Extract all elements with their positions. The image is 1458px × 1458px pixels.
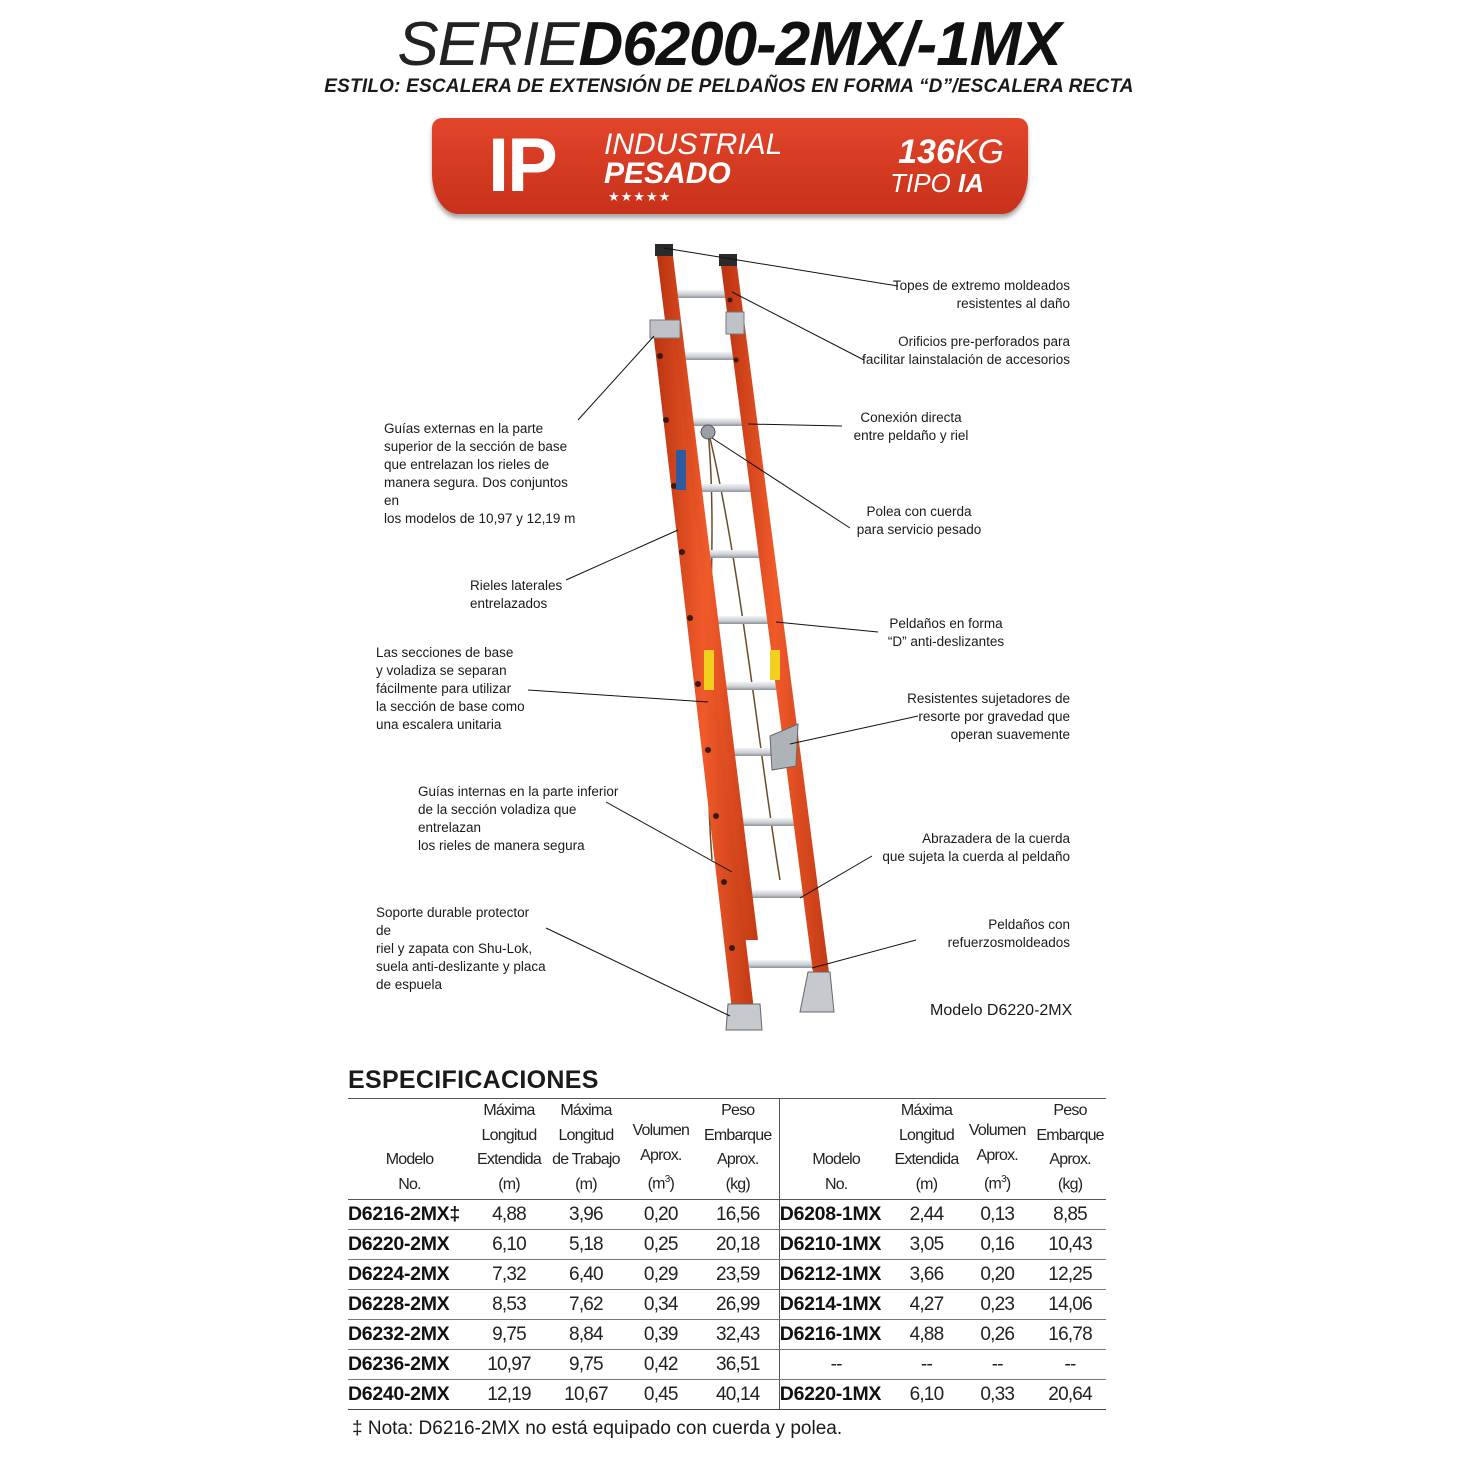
specs-header-row [348,1099,1106,1200]
callout-interlocked-rails: Rieles laterales entrelazados [470,578,563,611]
table-row: D6220-2MX 6,10 5,18 0,25 20,18 D6210-1MX 3,05 0,16 10,43 [348,1230,1106,1260]
title-model-range: D6200-2MX/-1MX [578,10,1061,79]
external-guide [650,320,680,338]
shoe-right [800,972,834,1012]
col-max-extended-right: Máxima Longitud Extendida (m) [893,1099,961,1200]
model-caption: Modelo D6220-2MX [930,1002,1073,1019]
callout-separable-sections: Las secciones de base y voladiza se separan fácilmente para utilizar la sección de base como una escalera unitaria [376,645,525,732]
callout-pulley: Polea con cuerda para servicio pesado [856,504,982,537]
rating-stars-icon: ★★★★★ [608,189,672,204]
callout-end-caps: Topes de extremo moldeados resistentes al daño [892,278,1070,311]
rail-label [676,450,686,490]
callout-reinforced-rungs: Peldaños con refuerzosmoldeados [947,917,1070,950]
col-model-right: Modelo No. [779,1099,892,1200]
callout-rope-clamp: Abrazadera de la cuerda que sujeta la cuerda al peldaño [882,831,1070,864]
duty-code: IP [488,123,556,208]
col-weight-right: Peso Embarque Aprox. (kg) [1034,1099,1106,1200]
warning-label [704,650,714,690]
callout-shoe-support: Soporte durable protector de riel y zapata con Shu-Lok, suela anti-deslizante y placa de espuela [376,905,546,992]
table-row: D6236-2MX 10,97 9,75 0,42 36,51 -- -- -- -- [348,1350,1106,1380]
specs-table [348,1098,1106,1410]
top-end-cap-left [655,244,673,256]
callout-pre-drilled-holes: Orificios pre-perforados para facilitar lainstalación de accesorios [862,334,1070,367]
page-subtitle: ESTILO: ESCALERA DE EXTENSIÓN DE PELDAÑOS EN FORMA “D”/ESCALERA RECTA [324,76,1134,97]
callout-d-rungs: Peldaños en forma “D” anti-deslizantes [887,616,1005,649]
duty-line-2: PESADO [604,157,731,190]
title-series-word: SERIE [397,10,579,79]
footnote: ‡ Nota: D6216-2MX no está equipado con cuerda y polea. [352,1418,843,1439]
table-row: D6228-2MX 8,53 7,62 0,34 26,99 D6214-1MX 4,27 0,23 14,06 [348,1290,1106,1320]
duty-type-value: IA [958,168,984,198]
warning-label-right [770,650,780,680]
load-capacity-unit: KG [954,133,1004,171]
table-row: D6232-2MX 9,75 8,84 0,39 32,43 D6216-1MX 4,88 0,26 16,78 [348,1320,1106,1350]
col-max-extended-left: Máxima Longitud Extendida (m) [471,1099,547,1200]
col-volume-left: Volumen Aprox. $(m^3)$ [625,1099,697,1200]
col-max-working-left: Máxima Longitud de Trabajo (m) [547,1099,625,1200]
callout-rung-connection: Conexión directa entre peldaño y riel [853,410,969,443]
table-row: D6216-2MX‡ 4,88 3,96 0,20 16,56 D6208-1MX 2,44 0,13 8,85 [348,1200,1106,1230]
pulley-icon [701,425,715,439]
duty-line-1: INDUSTRIAL [604,128,783,161]
callout-internal-guides: Guías internas en la parte inferior de la sección voladiza que entrelazan los rieles de manera segura [418,784,619,853]
col-weight-left: Peso Embarque Aprox. (kg) [697,1099,780,1200]
duty-type-label: TIPO [890,168,951,198]
specs-title: ESPECIFICACIONES [348,1066,599,1094]
load-capacity-value: 136 [898,133,955,171]
col-volume-right: Volumen Aprox. $(m^3)$ [960,1099,1034,1200]
table-row: D6224-2MX 7,32 6,40 0,29 23,59 D6212-1MX 3,66 0,20 12,25 [348,1260,1106,1290]
shoe-left [726,1004,762,1030]
callout-external-guides: Guías externas en la parte superior de la sección de base que entrelazan los rieles de manera segura. Dos conjuntos en los modelos de 10,97 y 12,19 m [384,421,576,526]
table-row: D6240-2MX 12,19 10,67 0,45 40,14 D6220-1MX 6,10 0,33 20,64 [348,1380,1106,1410]
external-guide-right [726,312,744,334]
top-end-cap-right [719,254,737,266]
gravity-lock [770,724,798,770]
callout-gravity-locks: Resistentes sujetadores de resorte por gravedad que operan suavemente [907,691,1070,742]
col-model-left: Modelo No. [348,1099,471,1200]
